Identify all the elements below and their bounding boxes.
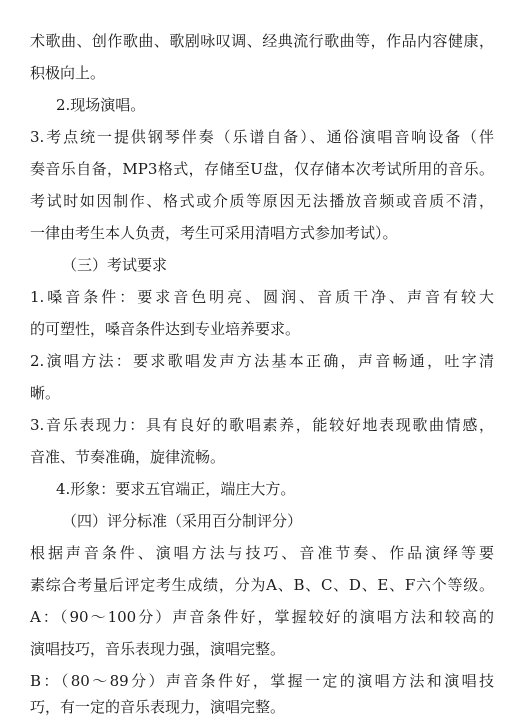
text-line: A：（90～100分）声音条件好，掌握较好的演唱方法和较高的 bbox=[30, 608, 494, 626]
text-line: 晰。 bbox=[30, 384, 61, 402]
text-line: 术歌曲、创作歌曲、歌剧咏叹调、经典流行歌曲等，作品内容健康， bbox=[30, 32, 494, 50]
text-line: 2.演唱方法：要求歌唱发声方法基本正确，声音畅通，吐字清 bbox=[30, 352, 494, 370]
text-line: 演唱技巧，音乐表现力强，演唱完整。 bbox=[30, 640, 286, 658]
section-heading: （四）评分标准（采用百分制评分） bbox=[62, 512, 303, 530]
text-line: 一律由考生本人负责，考生可采用清唱方式参加考试）。 bbox=[30, 224, 398, 242]
text-line: 1.嗓音条件：要求音色明亮、圆润、音质干净、声音有较大 bbox=[30, 288, 494, 306]
text-line: 根据声音条件、演唱方法与技巧、音准节奏、作品演绎等要 bbox=[30, 544, 494, 562]
text-line: 巧，有一定的音乐表现力，演唱完整。 bbox=[30, 698, 286, 716]
text-line: 素综合考量后评定考生成绩，分为A、B、C、D、E、F六个等级。 bbox=[30, 576, 494, 594]
section-heading: （三）考试要求 bbox=[62, 256, 168, 274]
text-line: 积极向上。 bbox=[30, 64, 106, 82]
text-line: 3.音乐表现力：具有良好的歌唱素养，能较好地表现歌曲情感， bbox=[30, 416, 494, 434]
text-line: 2.现场演唱。 bbox=[56, 96, 146, 114]
text-line: 4.形象：要求五官端正，端庄大方。 bbox=[56, 480, 296, 498]
text-line: 奏音乐自备，MP3格式，存储至U盘，仅存储本次考试所用的音乐。 bbox=[30, 160, 494, 178]
text-line: B：（80～89分）声音条件好，掌握一定的演唱方法和演唱技 bbox=[30, 672, 494, 690]
text-line: 音准、节奏准确，旋律流畅。 bbox=[30, 448, 226, 466]
text-line: 的可塑性，嗓音条件达到专业培养要求。 bbox=[30, 320, 301, 338]
text-line: 3.考点统一提供钢琴伴奏（乐谱自备）、通俗演唱音响设备（伴 bbox=[30, 128, 494, 146]
text-line: 考试时如因制作、格式或介质等原因无法播放音频或音质不清， bbox=[30, 192, 494, 210]
